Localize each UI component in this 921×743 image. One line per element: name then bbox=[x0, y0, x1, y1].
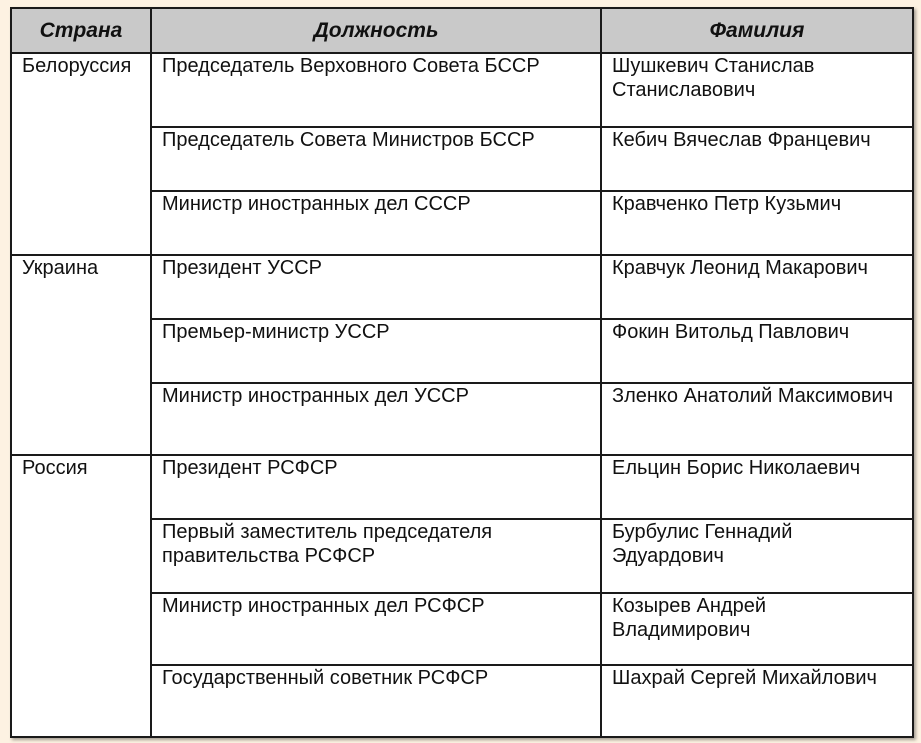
table-header-row bbox=[11, 8, 913, 53]
position-cell: Председатель Совета Министров БССР bbox=[151, 127, 601, 191]
name-cell: Зленко Анатолий Максимович bbox=[601, 383, 913, 455]
name-cell: Шахрай Сергей Михайлович bbox=[601, 665, 913, 737]
table-row bbox=[11, 53, 913, 127]
country-cell: Россия bbox=[11, 455, 151, 737]
position-cell: Президент УССР bbox=[151, 255, 601, 319]
name-cell: Фокин Витольд Павлович bbox=[601, 319, 913, 383]
name-cell: Ельцин Борис Николаевич bbox=[601, 455, 913, 519]
name-cell: Кравченко Петр Кузьмич bbox=[601, 191, 913, 255]
position-cell: Председатель Верховного Совета БССР bbox=[151, 53, 601, 127]
position-cell: Министр иностранных дел РСФСР bbox=[151, 593, 601, 665]
position-cell: Президент РСФСР bbox=[151, 455, 601, 519]
header-name: Фамилия bbox=[601, 8, 913, 53]
country-cell: Белоруссия bbox=[11, 53, 151, 255]
name-cell: Бурбулис Геннадий Эдуардович bbox=[601, 519, 913, 593]
table-row bbox=[11, 255, 913, 319]
name-cell: Шушкевич Станислав Станиславович bbox=[601, 53, 913, 127]
officials-table bbox=[10, 7, 914, 738]
header-country: Страна bbox=[11, 8, 151, 53]
position-cell: Премьер-министр УССР bbox=[151, 319, 601, 383]
position-cell: Государственный советник РСФСР bbox=[151, 665, 601, 737]
position-cell: Министр иностранных дел СССР bbox=[151, 191, 601, 255]
name-cell: Козырев Андрей Владимирович bbox=[601, 593, 913, 665]
name-cell: Кебич Вячеслав Францевич bbox=[601, 127, 913, 191]
position-cell: Первый заместитель председателя правительства РСФСР bbox=[151, 519, 601, 593]
table-row bbox=[11, 455, 913, 519]
country-cell: Украина bbox=[11, 255, 151, 455]
name-cell: Кравчук Леонид Макарович bbox=[601, 255, 913, 319]
position-cell: Министр иностранных дел УССР bbox=[151, 383, 601, 455]
header-position: Должность bbox=[151, 8, 601, 53]
